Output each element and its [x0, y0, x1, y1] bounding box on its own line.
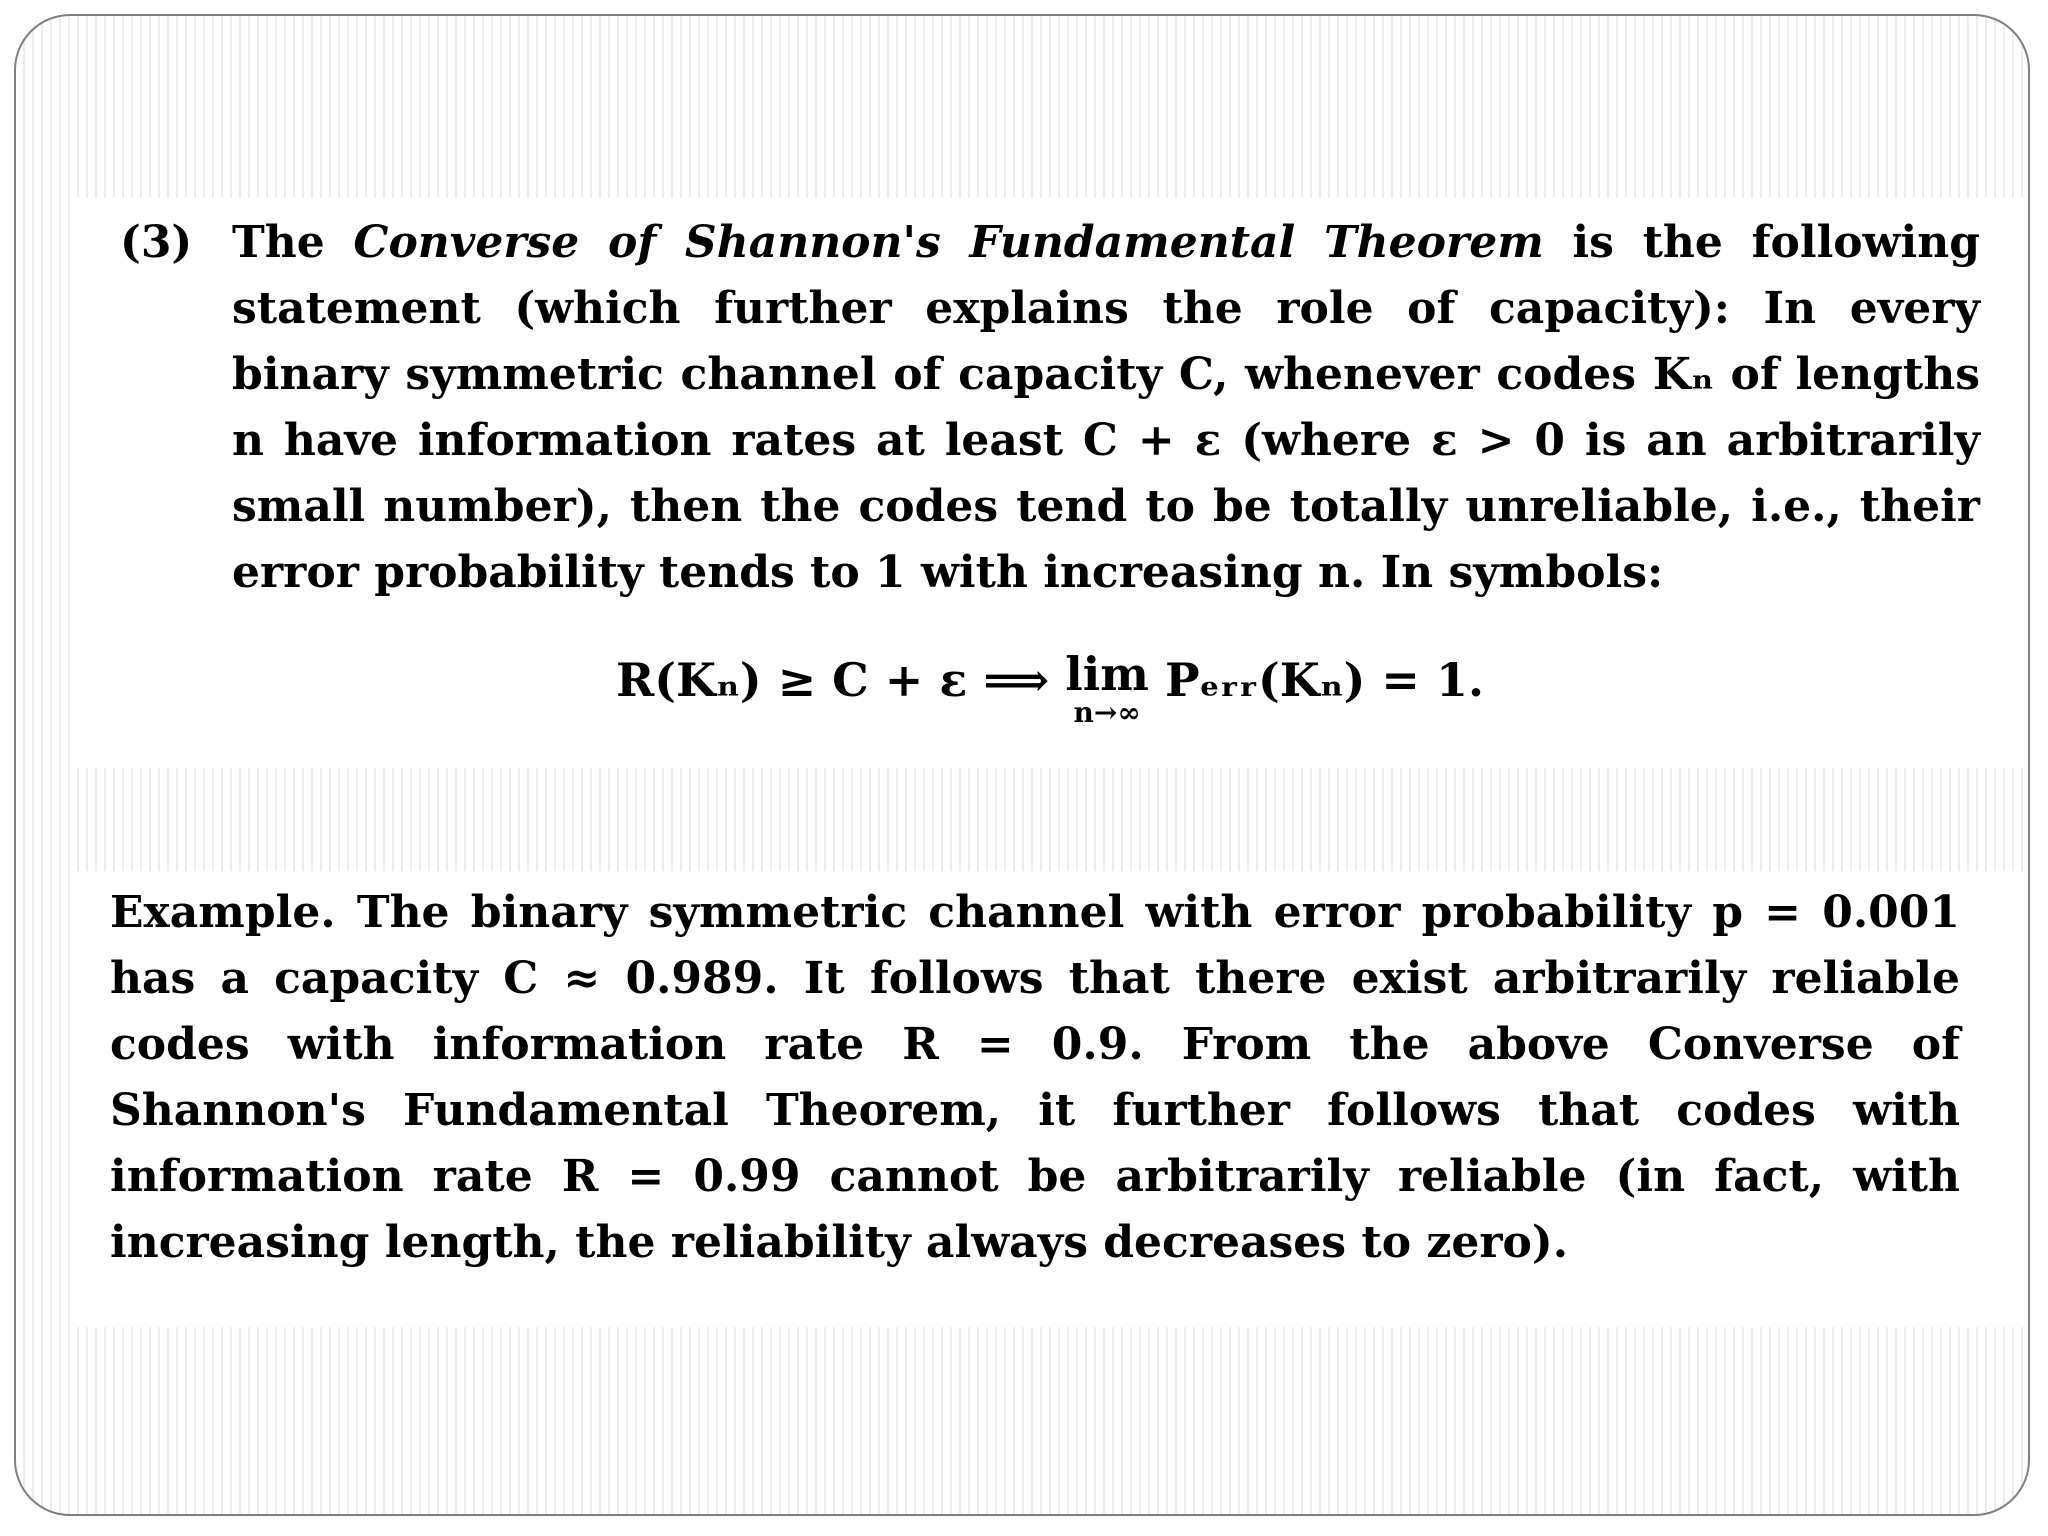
- example-paragraph: [110, 880, 1960, 1276]
- example-label: Example.: [110, 887, 336, 938]
- formula-lim: lim: [1065, 647, 1149, 701]
- theorem-name: Converse of Shannon's Fundamental Theorem: [353, 217, 1544, 268]
- converse-formula: [120, 647, 1980, 729]
- formula-left: R(Kₙ) ≥ C + ε ⟹: [615, 653, 1066, 707]
- formula-lim-subscript: n→∞: [1073, 696, 1141, 729]
- example-block: [110, 880, 1960, 1276]
- theorem-text-post: is the following statement (which further explains the role of capacity): In every binary symmetric channel of capacity C, whenever codes Kₙ of lengths n have information rates at least C + ε (where ε > 0 is an arbitrarily small number), then the codes tend to be totally unreliable, i.e., their error probability tends to 1 with increasing n. In symbols:: [232, 217, 1980, 598]
- theorem-text-pre: The: [232, 217, 354, 268]
- item-number: (3): [120, 217, 193, 268]
- formula-limit: [1065, 647, 1149, 729]
- formula-right: Pₑᵣᵣ(Kₙ) = 1.: [1164, 653, 1484, 707]
- item-body: [232, 210, 1980, 606]
- theorem-paragraph: [232, 210, 1980, 606]
- example-text: The binary symmetric channel with error probability p = 0.001 has a capacity C ≈ 0.989. It follows that there exist arbitrarily reliable codes with information rate R = 0.9. From the above Converse of Shannon's Fundamental Theorem, it further follows that codes with information rate R = 0.99 cannot be arbitrarily reliable (in fact, with increasing length, the reliability always decreases to zero).: [110, 887, 1960, 1268]
- theorem-item: [120, 210, 1980, 606]
